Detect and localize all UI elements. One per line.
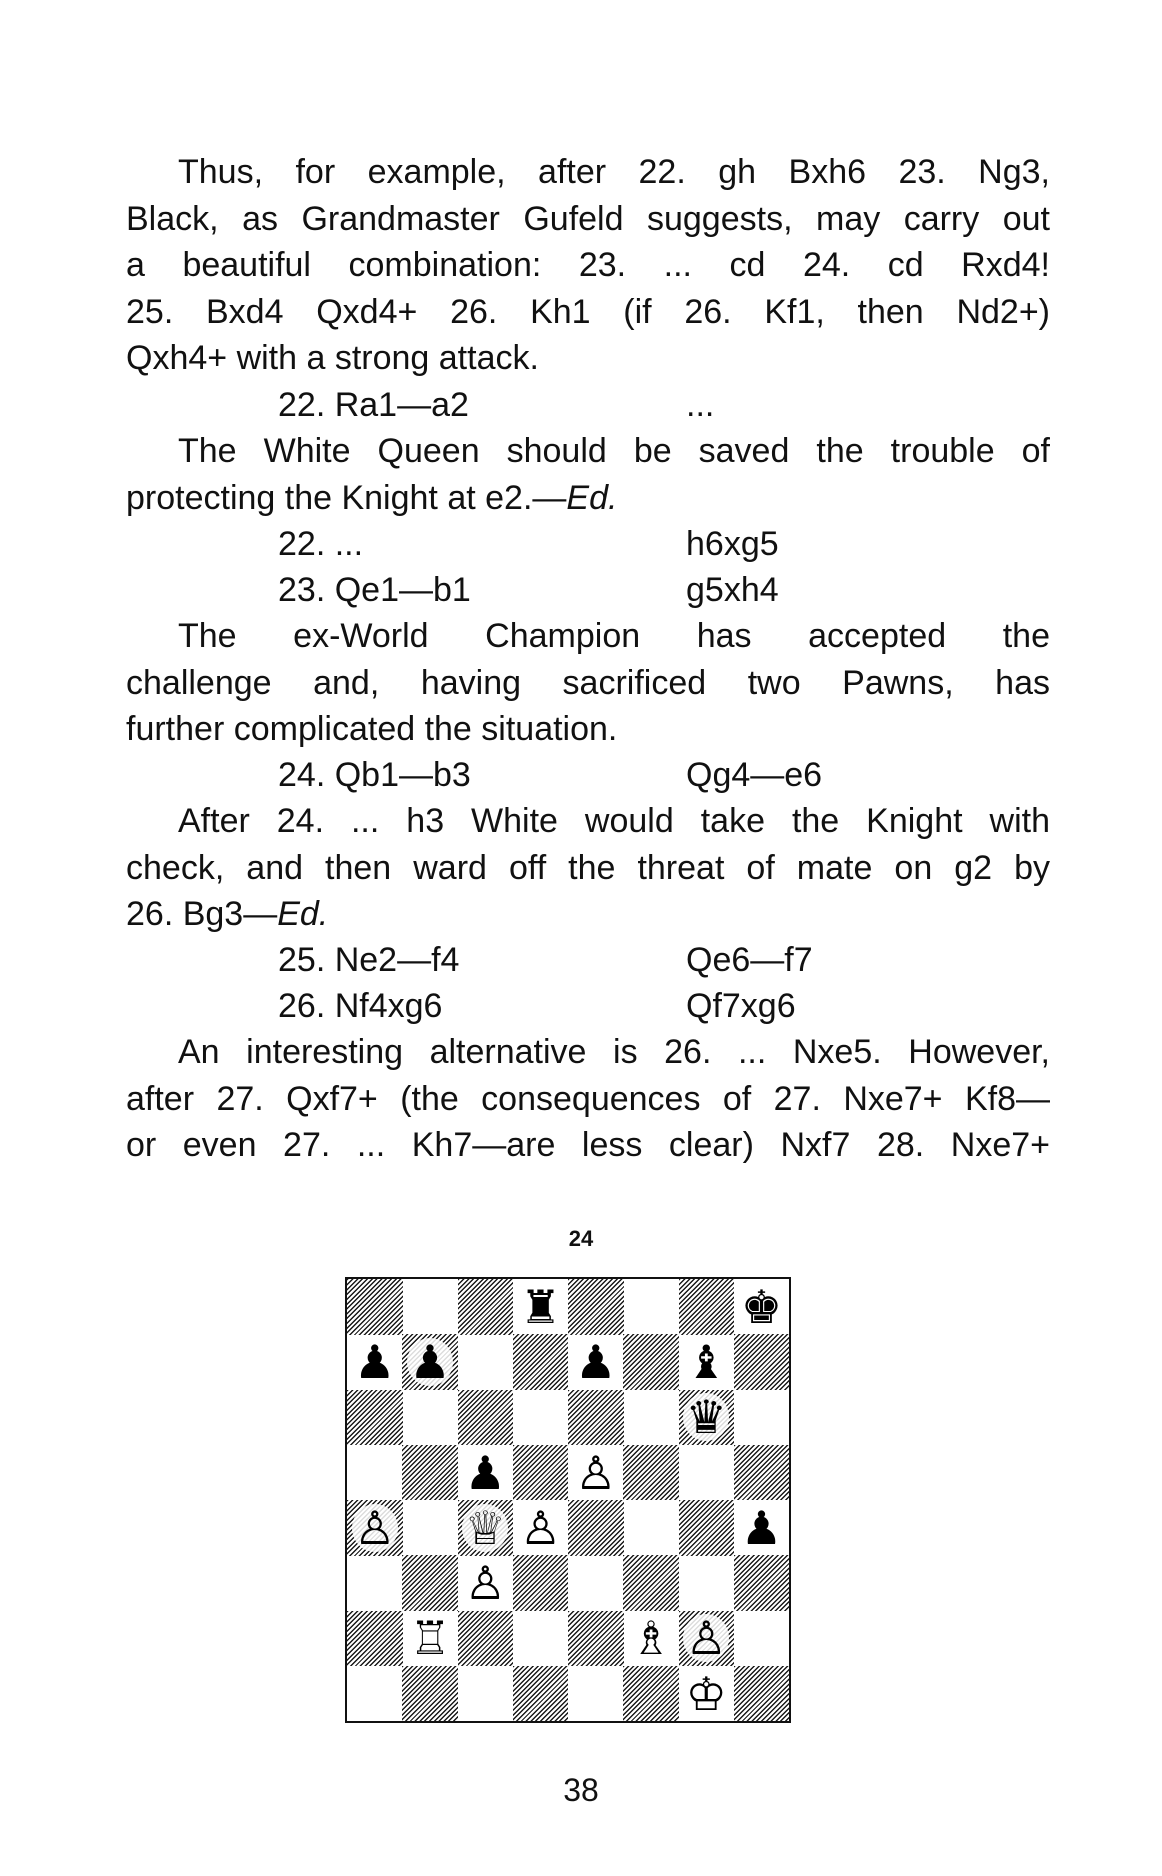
white-pawn-icon: ♙ — [568, 1445, 624, 1501]
move-23-black: g5xh4 — [686, 571, 779, 609]
board-square-g8 — [679, 1279, 735, 1335]
black-king-icon: ♚ — [734, 1279, 790, 1335]
board-square-g4 — [679, 1500, 735, 1556]
board-square-e2 — [568, 1611, 624, 1667]
paragraph-line: Black, as Grandmaster Gufeld suggests, may carry out — [126, 199, 1050, 238]
diagram-number: 24 — [568, 1226, 594, 1251]
white-king-icon: ♔ — [679, 1666, 735, 1722]
move-22b-white: 22. ... — [278, 525, 364, 563]
board-square-h2 — [734, 1611, 790, 1667]
paragraph-line: The White Queen should be saved the trouble of — [178, 432, 1050, 470]
intro-paragraph — [126, 149, 1050, 382]
note-text: protecting the Knight at e2.— — [126, 478, 567, 517]
move-26-white: 26. Nf4xg6 — [278, 987, 443, 1025]
board-square-e8 — [568, 1279, 624, 1335]
board-square-a1 — [347, 1666, 403, 1722]
paragraph-line — [126, 475, 1050, 522]
board-square-c2 — [458, 1611, 514, 1667]
h3-note — [126, 798, 1050, 938]
board-square-b5 — [402, 1445, 458, 1501]
board-square-a5 — [347, 1445, 403, 1501]
move-24-white: 24. Qb1—b3 — [278, 756, 471, 794]
white-pawn-icon: ♙ — [679, 1611, 735, 1667]
black-pawn-icon: ♟ — [402, 1334, 458, 1390]
move-22-black: ... — [686, 386, 715, 424]
board-square-e6 — [568, 1390, 624, 1446]
paragraph-line: or even 27. ... Kh7—are less clear) Nxf7 28. Nxe7+ — [126, 1126, 1050, 1164]
board-square-g3 — [679, 1555, 735, 1611]
move-24-black: Qg4—e6 — [686, 756, 823, 794]
board-square-c7 — [458, 1334, 514, 1390]
paragraph-line: after 27. Qxf7+ (the consequences of 27. Nxe7+ Kf8— — [126, 1079, 1050, 1118]
page-number: 38 — [563, 1772, 599, 1808]
chess-diagram — [345, 1277, 791, 1723]
white-bishop-icon: ♗ — [623, 1611, 679, 1667]
board-square-f8 — [623, 1279, 679, 1335]
alternative-note — [126, 1029, 1050, 1169]
white-rook-icon: ♖ — [402, 1611, 458, 1667]
board-square-h3 — [734, 1555, 790, 1611]
move-23-white: 23. Qe1—b1 — [278, 571, 471, 609]
board-square-d6 — [513, 1390, 569, 1446]
black-queen-icon: ♛ — [679, 1390, 735, 1446]
board-square-d5 — [513, 1445, 569, 1501]
move-22b-black: h6xg5 — [686, 525, 779, 563]
editor-mark: Ed. — [566, 478, 618, 517]
paragraph-line: 25. Bxd4 Qxd4+ 26. Kh1 (if 26. Kf1, then Nd2+) — [126, 292, 1050, 331]
paragraph-line: The ex-World Champion has accepted the — [178, 617, 1050, 655]
board-square-h6 — [734, 1390, 790, 1446]
board-square-a6 — [347, 1390, 403, 1446]
note-text: 26. Bg3— — [126, 895, 278, 933]
board-square-f4 — [623, 1500, 679, 1556]
board-square-h1 — [734, 1666, 790, 1722]
white-pawn-icon: ♙ — [513, 1500, 569, 1556]
board-square-a2 — [347, 1611, 403, 1667]
black-pawn-icon: ♟ — [347, 1334, 403, 1390]
paragraph-line — [126, 891, 1050, 938]
black-rook-icon: ♜ — [513, 1279, 569, 1335]
black-pawn-icon: ♟ — [734, 1500, 790, 1556]
white-pawn-icon: ♙ — [458, 1555, 514, 1611]
paragraph-line: a beautiful combination: 23. ... cd 24. cd Rxd4! — [126, 246, 1050, 284]
white-queen-icon: ♕ — [458, 1500, 514, 1556]
board-square-e1 — [568, 1666, 624, 1722]
board-square-a3 — [347, 1555, 403, 1611]
board-square-f5 — [623, 1445, 679, 1501]
board-square-c8 — [458, 1279, 514, 1335]
paragraph-line: challenge and, having sacrificed two Pawns, has — [126, 663, 1050, 702]
paragraph-line: further complicated the situation. — [126, 710, 618, 748]
board-square-a8 — [347, 1279, 403, 1335]
board-square-d2 — [513, 1611, 569, 1667]
paragraph-line: Thus, for example, after 22. gh Bxh6 23. Ng3, — [178, 153, 1050, 191]
queen-note — [126, 428, 1050, 521]
move-25-white: 25. Ne2—f4 — [278, 941, 460, 979]
board-square-f3 — [623, 1555, 679, 1611]
board-square-e3 — [568, 1555, 624, 1611]
champion-note — [126, 613, 1050, 753]
board-square-d3 — [513, 1555, 569, 1611]
paragraph-line: After 24. ... h3 White would take the Knight with — [178, 802, 1050, 840]
black-pawn-icon: ♟ — [458, 1445, 514, 1501]
board-square-b6 — [402, 1390, 458, 1446]
board-square-b1 — [402, 1666, 458, 1722]
white-pawn-icon: ♙ — [347, 1500, 403, 1556]
board-square-f7 — [623, 1334, 679, 1390]
board-square-e4 — [568, 1500, 624, 1556]
board-square-h7 — [734, 1334, 790, 1390]
black-bishop-icon: ♝ — [679, 1334, 735, 1390]
board-square-b3 — [402, 1555, 458, 1611]
paragraph-line: An interesting alternative is 26. ... Nxe5. However, — [178, 1033, 1050, 1071]
board-square-c6 — [458, 1390, 514, 1446]
paragraph-line: check, and then ward off the threat of mate on g2 by — [126, 848, 1050, 887]
board-square-c1 — [458, 1666, 514, 1722]
board-square-h5 — [734, 1445, 790, 1501]
move-25-black: Qe6—f7 — [686, 941, 813, 979]
board-square-d1 — [513, 1666, 569, 1722]
paragraph-line: Qxh4+ with a strong attack. — [126, 339, 539, 377]
board-square-g5 — [679, 1445, 735, 1501]
move-22-white: 22. Ra1—a2 — [278, 386, 469, 424]
board-square-d7 — [513, 1334, 569, 1390]
board-square-f1 — [623, 1666, 679, 1722]
black-pawn-icon: ♟ — [568, 1334, 624, 1390]
board-square-f6 — [623, 1390, 679, 1446]
editor-mark: Ed. — [277, 895, 329, 933]
board-square-b8 — [402, 1279, 458, 1335]
board-square-b4 — [402, 1500, 458, 1556]
move-26-black: Qf7xg6 — [686, 987, 796, 1025]
